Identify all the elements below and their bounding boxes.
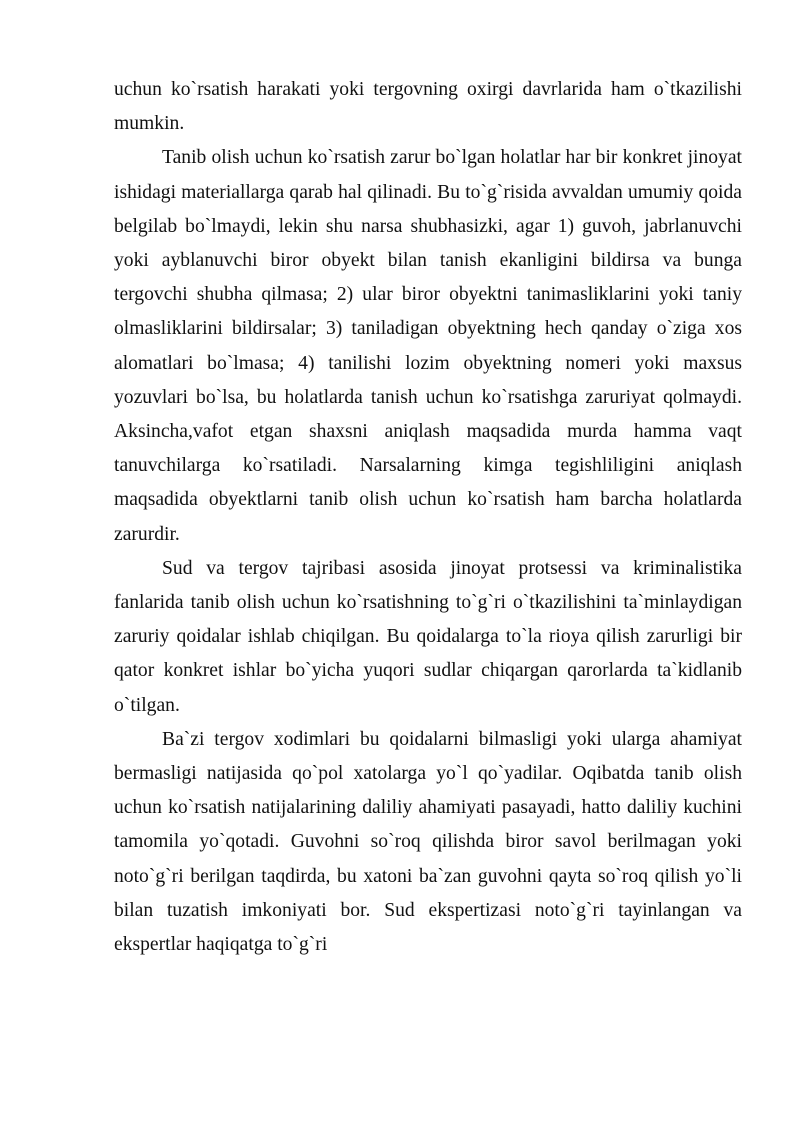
body-text bbox=[114, 73, 742, 962]
paragraph-1: uchun ko`rsatish harakati yoki tergovning oxirgi davrlarida ham o`tkazilishi mumkin. bbox=[114, 79, 742, 135]
paragraph-3: Sud va tergov tajribasi asosida jinoyat protsessi va kriminalistika fanlarida tanib olish uchun ko`rsatishning to`g`ri o`tkazilishini ta`minlaydigan zaruriy qoidalar ishlab chiqilgan. Bu qoidalarga to`la rioya qilish zarurligi bir qator konkret ishlar bo`yicha yuqori sudlar chiqargan qarorlarda ta`kidlanib o`tilgan. bbox=[114, 557, 742, 716]
paragraph-2: Tanib olish uchun ko`rsatish zarur bo`lgan holatlar har bir konkret jinoyat ishidagi materiallarga qarab hal qilinadi. Bu to`g`risida avvaldan umumiy qoida belgilab bo`lmaydi, lekin shu narsa shubhasizki, agar 1) guvoh, jabrlanuvchi yoki ayblanuvchi biror obyekt bilan tanish ekanligini bildirsa va bunga tergovchi shubha qilmasa; 2) ular biror obyektni tanimasliklarini yoki taniy olmasliklarini bildirsalar; 3) taniladigan obyektning hech qanday o`ziga xos alomatlari bo`lmasa; 4) tanilishi lozim obyektning nomeri yoki maxsus yozuvlari bo`lsa, bu holatlarda tanish uchun ko`rsatishga zaruriyat qolmaydi. Aksincha,vafot etgan shaxsni aniqlash maqsadida murda hamma vaqt tanuvchilarga ko`rsatiladi. Narsalarning kimga tegishliligini aniqlash maqsadida obyektlarni tanib olish uchun ko`rsatish ham barcha holatlarda zarurdir. bbox=[114, 147, 742, 545]
paragraph-4: Ba`zi tergov xodimlari bu qoidalarni bilmasligi yoki ularga ahamiyat bermasligi natijasida qo`pol xatolarga yo`l qo`yadilar. Oqibatda tanib olish uchun ko`rsatish natijalarining daliliy ahamiyati pasayadi, hatto daliliy kuchini tamomila yo`qotadi. Guvohni so`roq qilishda biror savol berilmagan yoki noto`g`ri berilgan taqdirda, bu xatoni ba`zan guvohni qayta so`roq qilish yo`li bilan tuzatish imkoniyati bor. Sud ekspertizasi noto`g`ri tayinlangan va ekspertlar haqiqatga to`g`ri bbox=[114, 728, 742, 956]
